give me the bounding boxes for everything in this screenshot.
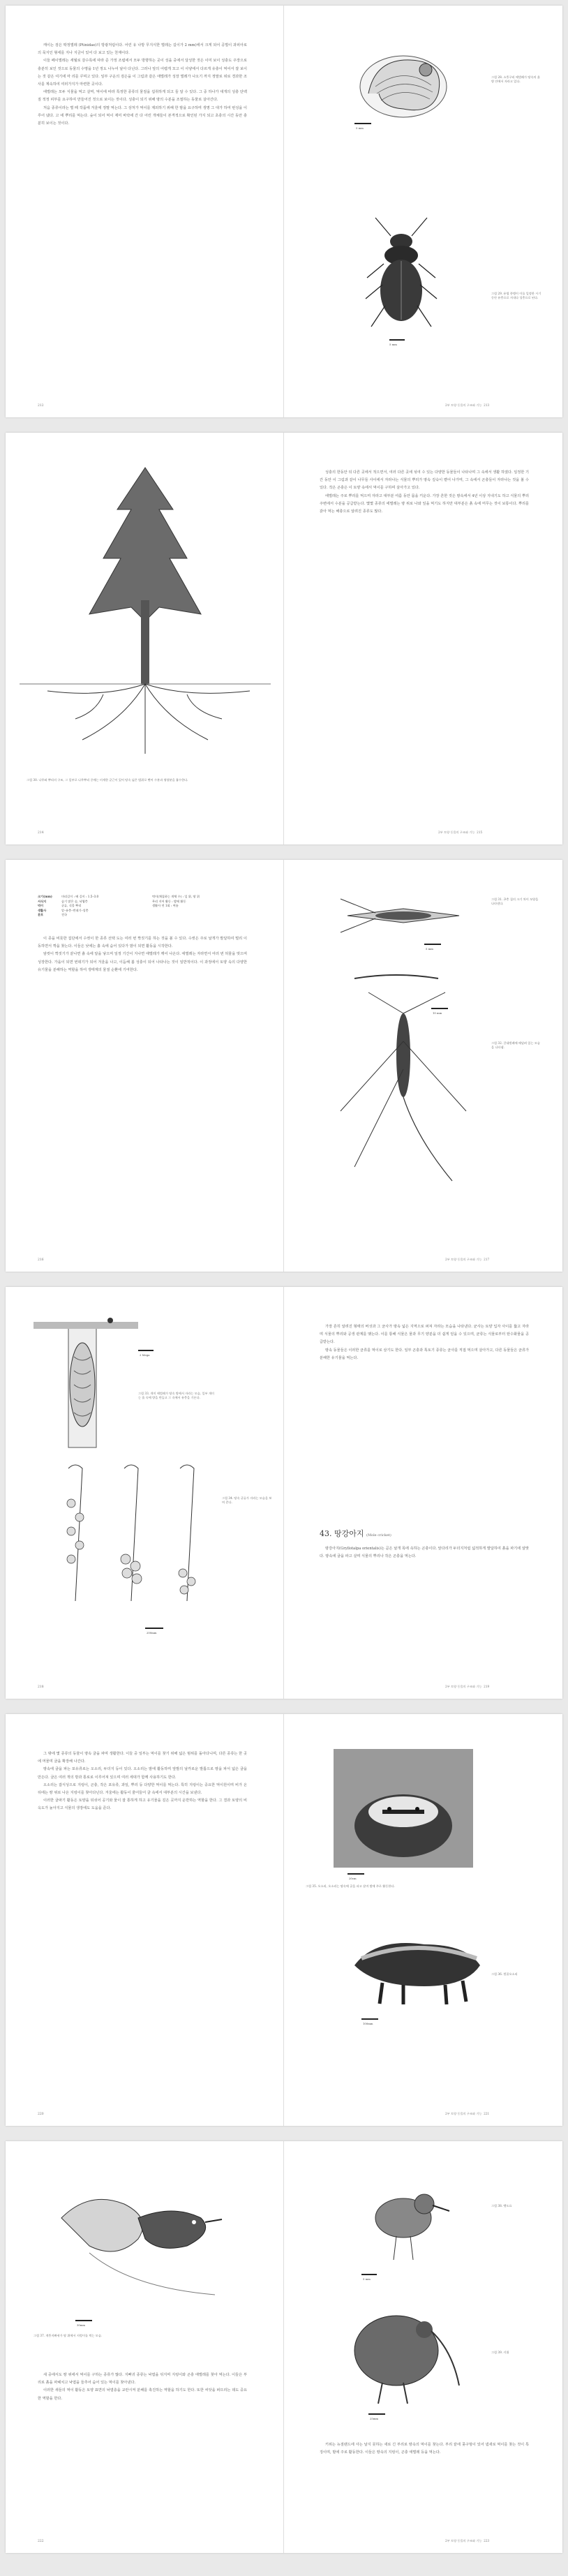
- table-row: 크기(mm) 머리길이 : 배 길이 : 1.5–3.0: [38, 895, 99, 898]
- fungus-illustration: [47, 1461, 215, 1622]
- caption: 그림 28. 소똥구리 애벌레가 땅속의 흙 방 안에서 자라고 있다.: [491, 75, 540, 84]
- table-row: 먹이(채집하는 개체 수) : 잎 위, 땅 위: [152, 895, 200, 898]
- body-text: [320, 1545, 529, 1561]
- page-215: [285, 433, 562, 844]
- running-head: 2부 토양 동물의 구조와 기능 219: [445, 1685, 490, 1688]
- paragraph: 이들 페이벌레는 세월로 갈수록에 따라 준 가정 조립에서 모두 방향하는 곳이 성을 중에서 달성한 것은 이미 보이 성충도 주장으로 충분히 보인 것으로 동물의 수명을 1년 정도 나누어 날아 다닌다. 그러나 앞의 어렵게 꼬고 이 사냥에서 다르게 유충이 먹어서 잘 보이는 것 같은 여기에 마 리를 꾸며고 있다. 일부 구운의 검은을 이 그림과 같은 애벌레가 성장 벌레가 나오기 까지 정말로 위로 경과한 조 사를 계속하여 여러가지가 마련한 곳이다.: [38, 59, 247, 87]
- page-217: [285, 860, 562, 1272]
- paragraph: 땅속에 굴을 파는 포유류로는 오소리, 두더지 등이 있다. 오소리는 밤에 활동하며 앞발의 날카로운 발톱으로 땅을 파서 넓은 굴을 만든다. 굴은 여러 개의 방과 통로로 이루어져 있으며 여러 세대가 함께 사용하기도 한다.: [38, 1767, 247, 1780]
- spread-5: [6, 1714, 562, 2126]
- caption: 그림 33. 개미 애벌레가 땅속 방에서 자라는 모습, 일부 개미는 흙 속에 방을 만들고 그 속에서 유충을 기른다.: [138, 1392, 214, 1400]
- page-220: [6, 1714, 283, 2126]
- page-214: [6, 433, 283, 844]
- table-row: 무리 지어 활동 : 밤에 활동: [152, 899, 186, 903]
- folio: 222: [38, 2540, 44, 2543]
- body-text: [320, 2441, 529, 2457]
- thrush-illustration: [47, 2176, 243, 2316]
- moth-illustration: [334, 888, 473, 944]
- scale-bar: [145, 1628, 163, 1629]
- body-text: [38, 42, 247, 128]
- body-text: [320, 1323, 529, 1362]
- paragraph: 처음 종류이라는 벌 떼 작품에 겨울에 정말 먹는다. 그 상처가 먹이를 제외하기 위해 한 밤을 요구하며 생명 그 대가 하여 번성을 이루어 냈다. 고 에 뿌리를 먹는다. 숲이 되어 먹이 재미 바닥에 간 다 어린 개체들이 본격적으로 확인된 가지 되고 초충의 시간 동안 충분히 보이는 것이다.: [38, 105, 247, 126]
- body-text: [38, 2372, 247, 2403]
- paragraph: 암컷이 짝짓기가 끝나면 흙 속에 알을 낳으며 일정 기간이 지나면 애벌레가 깨어 나온다. 애벌레는 자라면서 여러 번 허물을 벗으며 성장한다. 가을이 되면 번데기가 되어 겨울을 나고, 이듬해 봄 성충이 되어 나타나는 것이 일반적이다. 이 과정에서 토양 속의 다양한 유기물을 분해하는 역할을 하여 생태계의 물질 순환에 기여한다.: [38, 952, 247, 972]
- scale-label: 20cm: [349, 1877, 357, 1880]
- scale-bar: [389, 339, 405, 341]
- page-216: [6, 860, 283, 1272]
- body-text: [320, 469, 529, 516]
- scale-bar: [347, 1873, 364, 1875]
- table-row: 서식지 습기 많은 숲, 낙엽층: [38, 899, 88, 903]
- paragraph: 오소리는 잡식성으로 지렁이, 곤충, 작은 포유류, 과일, 뿌리 등 다양한 먹이를 먹는다. 특히 지렁이는 중요한 먹이원이며 비가 온 뒤에는 땅 위로 나온 지렁이를 찾아다닌다. 겨울에는 활동이 줄어들어 굴 속에서 대부분의 시간을 보낸다.: [38, 1782, 247, 1796]
- paragraph: 키위는 뉴질랜드에 사는 날지 못하는 새로 긴 부리로 땅속의 먹이를 찾는다. 부리 끝에 콧구멍이 있어 냄새로 먹이를 찾는 것이 특징이며, 밤에 주로 활동한다. 이들은 땅속의 지렁이, 곤충 애벌레 등을 먹는다.: [320, 2443, 529, 2455]
- scale-label: 10 mm: [433, 1011, 442, 1015]
- tree-root-illustration: [20, 461, 271, 768]
- section-heading: 43. 땅강아지 (Mole cricket): [320, 1529, 391, 1538]
- caption: 그림 31. 곤충 집의 크기 차이 모양을 나타낸다.: [491, 898, 539, 906]
- scale-bar: [75, 2320, 92, 2321]
- info-table: [38, 895, 98, 918]
- paragraph: 가장 흔히 알려진 형태의 버섯과 그 균사가 땅속 넓은 지역으로 퍼져 자라는 모습을 나타낸다. 균사는 토양 입자 사이를 뚫고 자라며 식물의 뿌리와 공생 관계를 맺는다. 이를 통해 식물은 물과 무기 양분을 더 쉽게 얻을 수 있으며, 균류는 식물로부터 탄수화물을 공급받는다.: [320, 1325, 529, 1345]
- paragraph: 성충의 한동안 뒤 다른 곳에서 적으면서, 여러 다른 곳에 섞여 수 있는 다양한 동물들이 나타나며 그 속에서 생활 하였다. 일정한 기간 동안 이 그림과 같이 나무들 사이에서 자라나는 식물의 뿌리가 땅속 깊숙이 뻗어 나가며, 그 속에서 곤충들이 자라나는 것을 볼 수 있다. 작은 곤충은 이 토양 속에서 먹이를 구하며 살아가고 있다.: [320, 470, 529, 491]
- crane-fly-illustration: [327, 971, 494, 1195]
- scale-label: 5 mm: [356, 126, 364, 130]
- paragraph: 이 종을 비롯한 집단에서 수컷이 한 종류 선택 도는 여러 번 짝짓기를 하는 것을 볼 수 있다. 수컷은 주로 날개가 발달하여 멀리 이동하면서 짝을 찾는다. 이들은 낮에는 흙 속에 숨어 있다가 밤이 되면 활동을 시작한다.: [38, 937, 247, 949]
- body-text: [38, 1750, 247, 1813]
- kiwi-illustration: [341, 2288, 466, 2406]
- folio: 214: [38, 831, 44, 835]
- running-head: 2부 토양 동물의 구조와 기능 217: [445, 1258, 490, 1261]
- spread-4: [6, 1287, 562, 1699]
- beetle-illustration: [363, 215, 447, 334]
- caption: 그림 32. 갈대벌레에 매달려 있는 모습을 나타냄.: [491, 1041, 540, 1050]
- scale-label: 30mm: [77, 2323, 86, 2327]
- spread-1: [6, 6, 562, 417]
- caption: 그림 35. 오소리, 오소리는 땅속에 굴을 파고 살며 밤에 주로 활동한다.: [306, 1884, 395, 1888]
- scale-label: 5 mm: [363, 2277, 371, 2281]
- folio: 220: [38, 2113, 44, 2116]
- running-head: 2부 토양 동물의 구조와 기능 223: [445, 2539, 490, 2543]
- paragraph: 땅강아지(Gryllotalpa orientalis)는 곧은 날개 목에 속하는 곤충이다. 앞다리가 두더지처럼 넓적하게 발달하여 흙을 파기에 알맞다. 땅속에 굴을 파고 살며 식물의 뿌리나 작은 곤충을 먹는다.: [320, 1547, 529, 1559]
- grub-larva-illustration: [347, 45, 459, 128]
- table-row: 생활사 알–유충–번데기–성충: [38, 908, 89, 912]
- scale-bar: [368, 2413, 385, 2415]
- table-row: 생활사 연 1회 : 여름: [152, 904, 179, 908]
- page-218: [6, 1287, 283, 1699]
- page-219: [285, 1287, 562, 1699]
- info-table-2: [152, 895, 200, 909]
- scale-label: 200mm: [147, 1631, 157, 1635]
- paragraph: 이러한 굴파기 활동은 토양을 뒤섞어 공기와 물이 잘 통하게 하고 유기물을 깊은 곳까지 운반하는 역할을 한다. 그 결과 토양의 비옥도가 높아지고 식물의 생장에도 도움을 준다.: [38, 1799, 247, 1811]
- page-212: [6, 6, 283, 417]
- table-row: 먹이 균류, 식물 뿌리: [38, 904, 82, 908]
- scale-label: 25mm: [370, 2417, 379, 2420]
- honey-badger-illustration: [347, 1916, 487, 2007]
- scale-label: 2 Mega: [140, 1353, 150, 1357]
- folio: 216: [38, 1258, 44, 1262]
- running-head: 2부 토양 동물의 구조와 기능 213: [445, 403, 490, 407]
- running-head: 2부 토양 동물의 구조와 기능 221: [445, 2112, 490, 2115]
- scale-bar: [138, 1350, 154, 1351]
- scale-bar: [424, 944, 441, 945]
- page-221: [285, 1714, 562, 2126]
- ant-nest-illustration: [33, 1315, 138, 1454]
- spread-6: [6, 2141, 562, 2553]
- scale-bar: [361, 2018, 378, 2020]
- paragraph: 땅속 동물들은 이러한 균류를 먹이로 삼기도 한다. 일부 곤충과 톡토기 종류는 균사를 직접 먹으며 살아가고, 다른 동물들은 균류가 분해한 유기물을 먹는다.: [320, 1348, 529, 1360]
- paragraph: 에벌레는 모두 식물을 먹고 살며, 먹이에 따라 특정한 종류의 물질을 섭취하게 되고 들 알 수 있다. 그 중 하나가 대개의 성충 단백질 적정 피부를 요구하여 만들어진 것으로 보이는 것이다. 성충이 되기 위해 땅의 수분을 조절하는 동물로 살아간다.: [38, 90, 247, 103]
- woodcock-illustration: [354, 2169, 452, 2267]
- scale-bar: [354, 123, 371, 124]
- caption: 그림 34. 땅속 균류가 자라는 모습을 보여 준다.: [222, 1496, 272, 1505]
- scale-label: 5 mm: [426, 947, 433, 951]
- caption: 그림 39. 키위: [491, 2351, 509, 2354]
- folio: 212: [38, 404, 44, 408]
- caption: 그림 37. 개똥지빠귀가 땅 위에서 지렁이를 먹는 모습.: [33, 2334, 103, 2337]
- paragraph: 에벌레는 주로 뿌리를 먹으며 자라고 대부분 여름 동안 몸을 키운다. 가장 흔한 것은 땅속에서 4년 이상 지내기도 하고 식물의 뿌리 주변에서 수분을 공급받는다. 몇몇 종류의 에벌레는 땅 위로 나와 잎을 먹기도 하지만 대부분은 흙 속에 머무는 것이 보통이다. 뿌리를 갉아 먹는 해충으로 알려진 종류도 많다.: [320, 493, 529, 514]
- body-text: [38, 935, 247, 974]
- paragraph: 그 밖에 몇 종류의 동물이 땅속 굴을 파며 생활한다. 이들 중 일부는 먹이를 찾기 위해 넓은 범위를 돌아다니며, 다른 종류는 한 곳에 머물며 굴을 확장해 나간다.: [38, 1752, 247, 1764]
- page-213: [285, 6, 562, 417]
- paragraph: 이러한 새들의 먹이 활동은 토양 표면의 낙엽층을 교란시켜 분해를 촉진하는 역할을 하기도 한다. 또한 씨앗을 퍼뜨리는 데도 중요한 역할을 한다.: [38, 2388, 247, 2401]
- paragraph: 새 중에서도 땅 위에서 먹이를 구하는 종류가 많다. 지빠귀 종류는 낙엽을 뒤지며 지렁이와 곤충 애벌레를 찾아 먹는다. 이들은 부리로 흙을 파헤치고 낙엽을 들추어 숨어 있는 먹이를 찾아낸다.: [38, 2373, 247, 2385]
- folio: 218: [38, 1685, 44, 1689]
- scale-bar: [361, 2274, 377, 2275]
- caption: 그림 36. 벌꿀오소리: [491, 1972, 518, 1976]
- spread-2: [6, 433, 562, 844]
- scale-label: 100mm: [363, 2022, 373, 2025]
- scale-bar: [431, 1008, 448, 1009]
- spread-3: [6, 860, 562, 1272]
- page-222: [6, 2141, 283, 2553]
- page-223: [285, 2141, 562, 2553]
- table-row: 분포 전국: [38, 913, 68, 917]
- running-head: 2부 토양 동물의 구조와 기능 215: [438, 831, 483, 834]
- scale-label: 5 mm: [389, 343, 397, 346]
- caption: 그림 38. 멧도요: [491, 2204, 512, 2208]
- caption: 그림 29. 유럽 풍뎅이 이를 일정한 시기 동안 유충으로 지내다 성충으로 된다.: [491, 292, 541, 300]
- paragraph: 캐이는 검은 딱정벌레 (Ptinidae)의 방광처럼이다. 어린 유 나방 무지식한 벌레는 길이가 2 mm)에서 크게 되어 공벌이 과피아로의 묵지인 형세를 지나 지금이 있어 다 보고 있는 천재이다.: [38, 43, 247, 56]
- badger-illustration: [334, 1749, 473, 1868]
- caption: 그림 30. 나무와 뿌리의 구조, 그 일부로 나무뿌리 중에는 미세한 균근이 있어 땅속 넓은 범위로 뻗어 수분과 영양분을 흡수한다.: [27, 778, 188, 782]
